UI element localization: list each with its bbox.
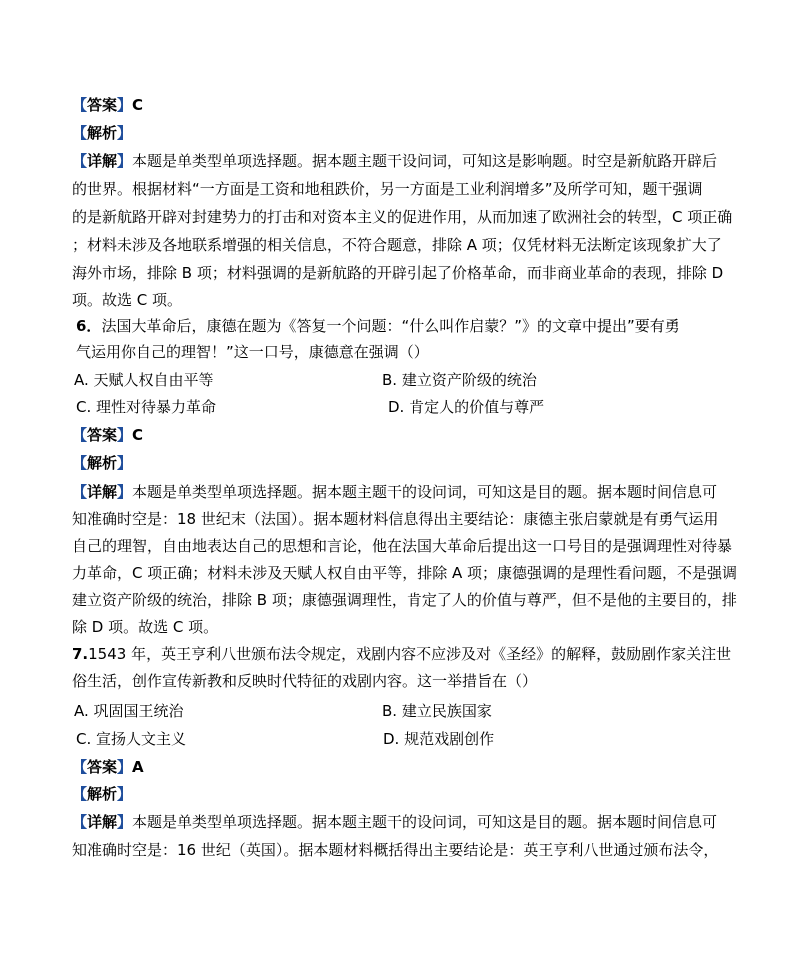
bracket-close: 】: [117, 454, 133, 472]
q7-answer-line: [72, 756, 732, 778]
q5-detail-text: 本题是单类型单项选择题。据本题主题干设问词，可知这是影响题。时空是新航路开辟后: [132, 152, 718, 170]
bracket-close: 】: [117, 152, 133, 170]
q5-detail-line-6: 项。故选 C 项。: [72, 291, 183, 309]
bracket-close: 】: [117, 758, 133, 776]
detail-label: 详解: [87, 152, 118, 170]
bracket-close: 】: [117, 483, 133, 501]
bracket-open: 【: [72, 785, 88, 803]
q6-detail-line-5: 建立资产阶级的统治，排除 B 项；康德强调理性，肯定了人的价值与尊严，但不是他的主要目的，排: [72, 591, 737, 609]
bracket-close: 】: [117, 426, 133, 444]
bracket-open: 【: [72, 426, 88, 444]
q5-detail-line-4: ；材料未涉及各地联系增强的相关信息，不符合题意，排除 A 项；仅凭材料无法断定该现象扩大了: [72, 236, 722, 254]
q6-answer-line: [72, 424, 732, 446]
q7-number: 7.: [72, 645, 89, 663]
q6-stem-text: 法国大革命后，康德在题为《答复一个问题：“什么叫作启蒙？”》的文章中提出”要有勇: [101, 317, 680, 335]
bracket-close: 】: [117, 785, 133, 803]
bracket-open: 【: [72, 96, 88, 114]
q7-detail-text: 本题是单类型单项选择题。据本题主题干的设问词，可知这是目的题。据本题时间信息可: [132, 813, 718, 831]
bracket-open: 【: [72, 483, 88, 501]
bracket-open: 【: [72, 152, 88, 170]
q7-stem-line-2: 俗生活，创作宣传新教和反映时代特征的戏剧内容。这一举措旨在（）: [72, 672, 538, 690]
q6-detail-line-1: [72, 481, 732, 503]
q7-analysis-heading: [72, 783, 732, 805]
q5-detail-line-5: 海外市场，排除 B 项；材料强调的是新航路的开辟引起了价格革命，而非商业革命的表现，排除 D: [72, 264, 724, 282]
q7-option-b: B. 建立民族国家: [382, 702, 492, 720]
q7-stem-text: 1543 年，英王亨利八世颁布法令规定，戏剧内容不应涉及对《圣经》的解释，鼓励剧作家关注世: [88, 645, 732, 663]
q6-stem-line-2: 气运用你自己的理智！”这一口号，康德意在强调（）: [76, 343, 429, 361]
q7-option-a: A. 巩固国王统治: [74, 702, 184, 720]
q6-number: 6．: [76, 317, 102, 335]
bracket-close: 】: [117, 124, 133, 142]
q7-option-c: C. 宣扬人文主义: [76, 730, 187, 748]
bracket-open: 【: [72, 454, 88, 472]
q6-detail-line-6: 除 D 项。故选 C 项。: [72, 618, 219, 636]
q5-detail-line-2: 的世界。根据材料“一方面是工资和地租跌价，另一方面是工业利润增多”及所学可知，题干强调: [72, 180, 703, 198]
analysis-label: 解析: [87, 785, 118, 803]
q7-stem-line-1: [72, 643, 732, 665]
q5-detail-line-3: 的是新航路开辟对封建势力的打击和对资本主义的促进作用，从而加速了欧洲社会的转型，C 项正确: [72, 208, 733, 226]
analysis-label: 解析: [87, 124, 118, 142]
detail-label: 详解: [87, 483, 118, 501]
q6-detail-line-4: 力革命，C 项正确；材料未涉及天赋人权自由平等，排除 A 项；康德强调的是理性看问题，不是强调: [72, 564, 738, 582]
q7-option-d: D. 规范戏剧创作: [383, 730, 495, 748]
bracket-close: 】: [117, 813, 133, 831]
q5-answer: C: [132, 96, 144, 114]
q6-detail-text: 本题是单类型单项选择题。据本题主题干的设问词，可知这是目的题。据本题时间信息可: [132, 483, 718, 501]
detail-label: 详解: [87, 813, 118, 831]
q6-analysis-heading: [72, 452, 732, 474]
answer-label: 答案: [87, 758, 118, 776]
q6-answer: C: [132, 426, 144, 444]
q7-detail-line-1: [72, 811, 732, 833]
analysis-label: 解析: [87, 454, 118, 472]
q6-option-c: C. 理性对待暴力革命: [76, 398, 217, 416]
q5-detail-line-1: [72, 150, 732, 172]
q5-answer-line: [72, 94, 732, 116]
q7-detail-line-2: 知准确时空是：16 世纪（英国）。据本题材料概括得出主要结论是：英王亨利八世通过颁布法令，: [72, 841, 719, 859]
answer-label: 答案: [87, 426, 118, 444]
bracket-close: 】: [117, 96, 133, 114]
answer-label: 答案: [87, 96, 118, 114]
q6-option-b: B. 建立资产阶级的统治: [382, 371, 537, 389]
q6-option-a: A. 天赋人权自由平等: [74, 371, 214, 389]
q6-detail-line-2: 知准确时空是：18 世纪末（法国）。据本题材料信息得出主要结论：康德主张启蒙就是有勇气运用: [72, 510, 719, 528]
q7-answer: A: [132, 758, 144, 776]
bracket-open: 【: [72, 813, 88, 831]
q5-analysis-heading: [72, 122, 732, 144]
bracket-open: 【: [72, 124, 88, 142]
q6-option-d: D. 肯定人的价值与尊严: [388, 398, 545, 416]
bracket-open: 【: [72, 758, 88, 776]
q6-detail-line-3: 自己的理智，自由地表达自己的思想和言论，他在法国大革命后提出这一口号目的是强调理性对待暴: [72, 537, 733, 555]
q6-stem-line-1: [76, 315, 736, 337]
